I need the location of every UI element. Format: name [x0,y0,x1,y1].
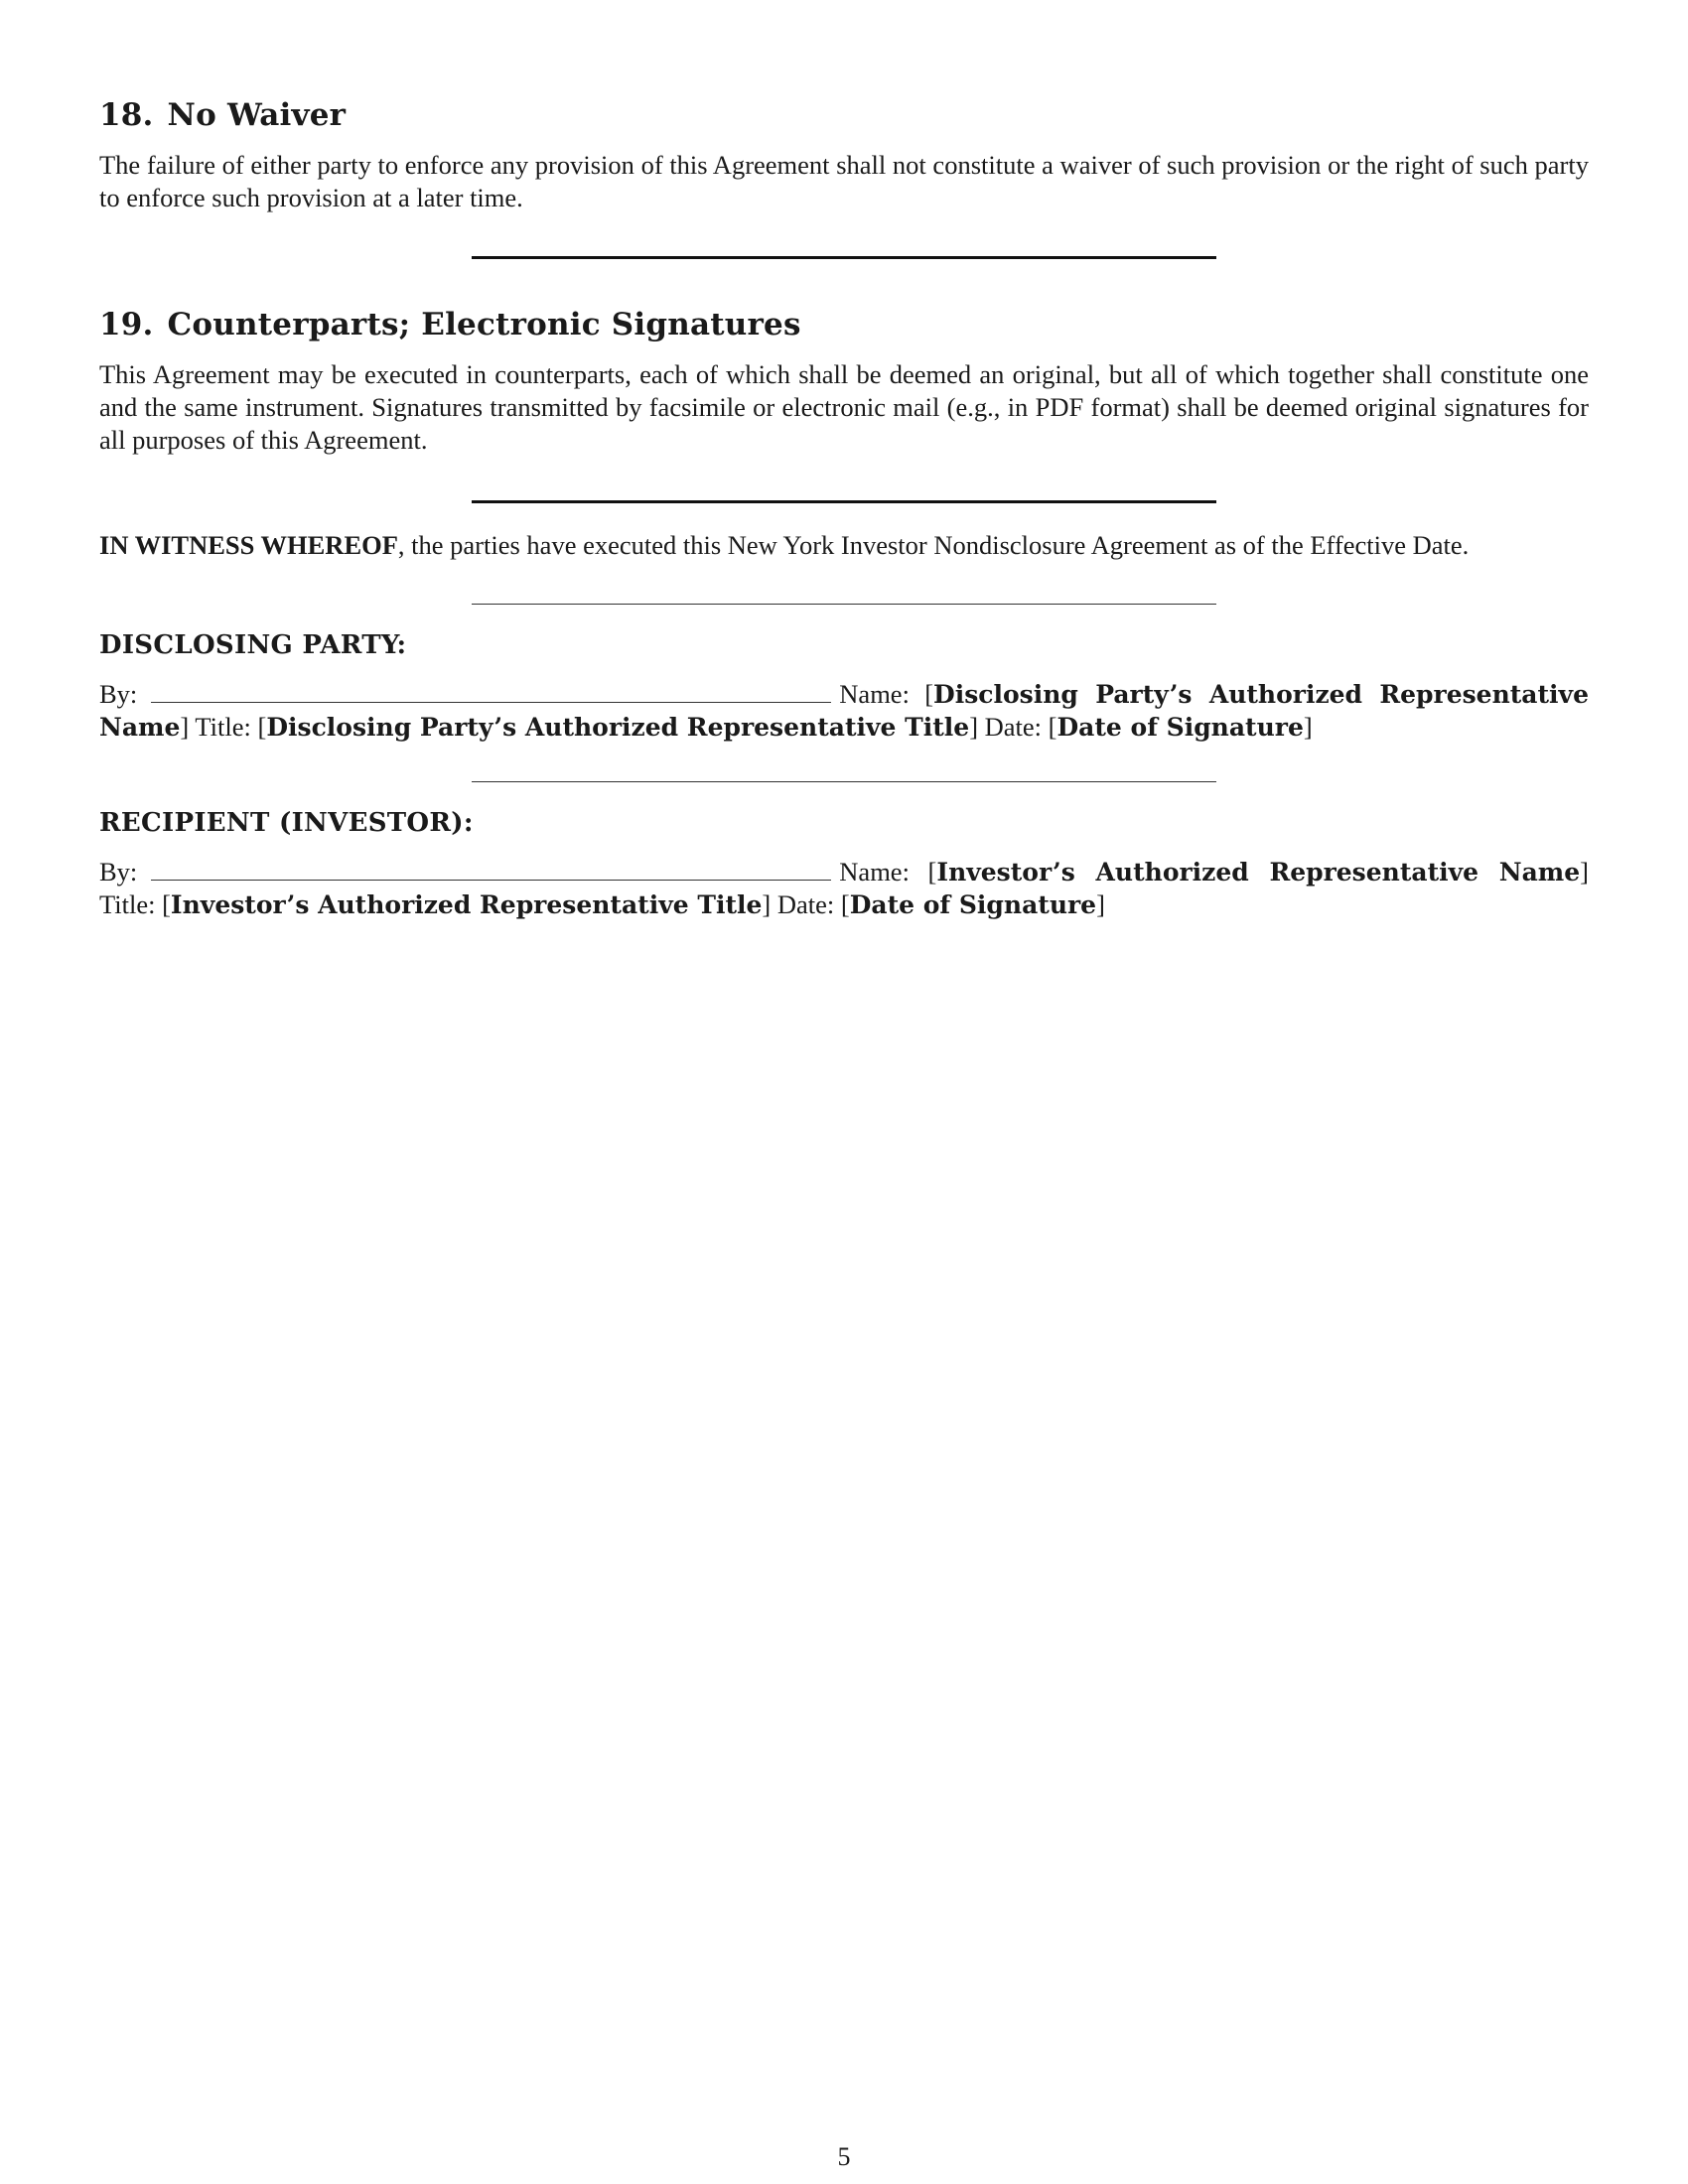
witness-text: , the parties have executed this New York Investor Nondisclosure Agreement as of the Effective Date. [397,530,1470,560]
section-18-number: 18. [99,97,154,133]
date-label: Date: [776,889,835,919]
signature-divider [472,781,1216,782]
date-label: Date: [984,712,1043,742]
date-placeholder: Date of Signature [849,890,1097,919]
title-label: Title: [99,889,156,919]
section-19-heading [99,305,1589,344]
disclosing-party-signature-block: By: Name: [Disclosing Party’s Authorized Representative Name] Title: [Disclosing Party’s Authorized Representative Title] Date: [Date of Signature] [99,679,1589,742]
section-divider [472,500,1216,503]
name-placeholder: Disclosing Party’s Authorized Representative Name [99,680,1589,742]
page-number: 5 [837,2142,851,2171]
title-placeholder: Disclosing Party’s Authorized Representative Title [266,713,970,742]
name-label: Name: [839,857,910,887]
name-label: Name: [839,679,910,709]
section-divider [472,256,1216,259]
by-label: By: [99,857,138,887]
witness-clause [99,529,1589,562]
recipient-heading: RECIPIENT (INVESTOR): [99,808,474,838]
title-label: Title: [195,712,251,742]
name-placeholder: Investor’s Authorized Representative Name [936,858,1581,887]
section-18-body: The failure of either party to enforce any provision of this Agreement shall not constitute a waiver of such provision or the right of such party to enforce such provision at a later time. [99,150,1589,212]
section-19-body: This Agreement may be executed in counterparts, each of which shall be deemed an original, but all of which together shall constitute one and the same instrument. Signatures transmitted by facsimile or electronic mail (e.g., in PDF format) shall be deemed original signatures for all purposes of this Agreement. [99,359,1589,455]
section-19-title: Counterparts; Electronic Signatures [167,307,801,342]
witness-lead: IN WITNESS WHEREOF [99,530,398,560]
date-placeholder: Date of Signature [1056,713,1304,742]
signature-line[interactable] [151,856,831,881]
signature-divider [472,604,1216,605]
section-18-heading [99,95,1589,135]
document-page [99,95,1589,921]
recipient-signature-block: By: Name: [Investor’s Authorized Representative Name] Title: [Investor’s Authorized Representative Title] Date: [Date of Signature] [99,857,1589,919]
section-18-title: No Waiver [167,97,347,133]
disclosing-party-heading: DISCLOSING PARTY: [99,630,407,660]
by-label: By: [99,679,138,709]
section-19-number: 19. [99,307,154,342]
signature-line[interactable] [151,678,831,703]
title-placeholder: Investor’s Authorized Representative Title [170,890,763,919]
